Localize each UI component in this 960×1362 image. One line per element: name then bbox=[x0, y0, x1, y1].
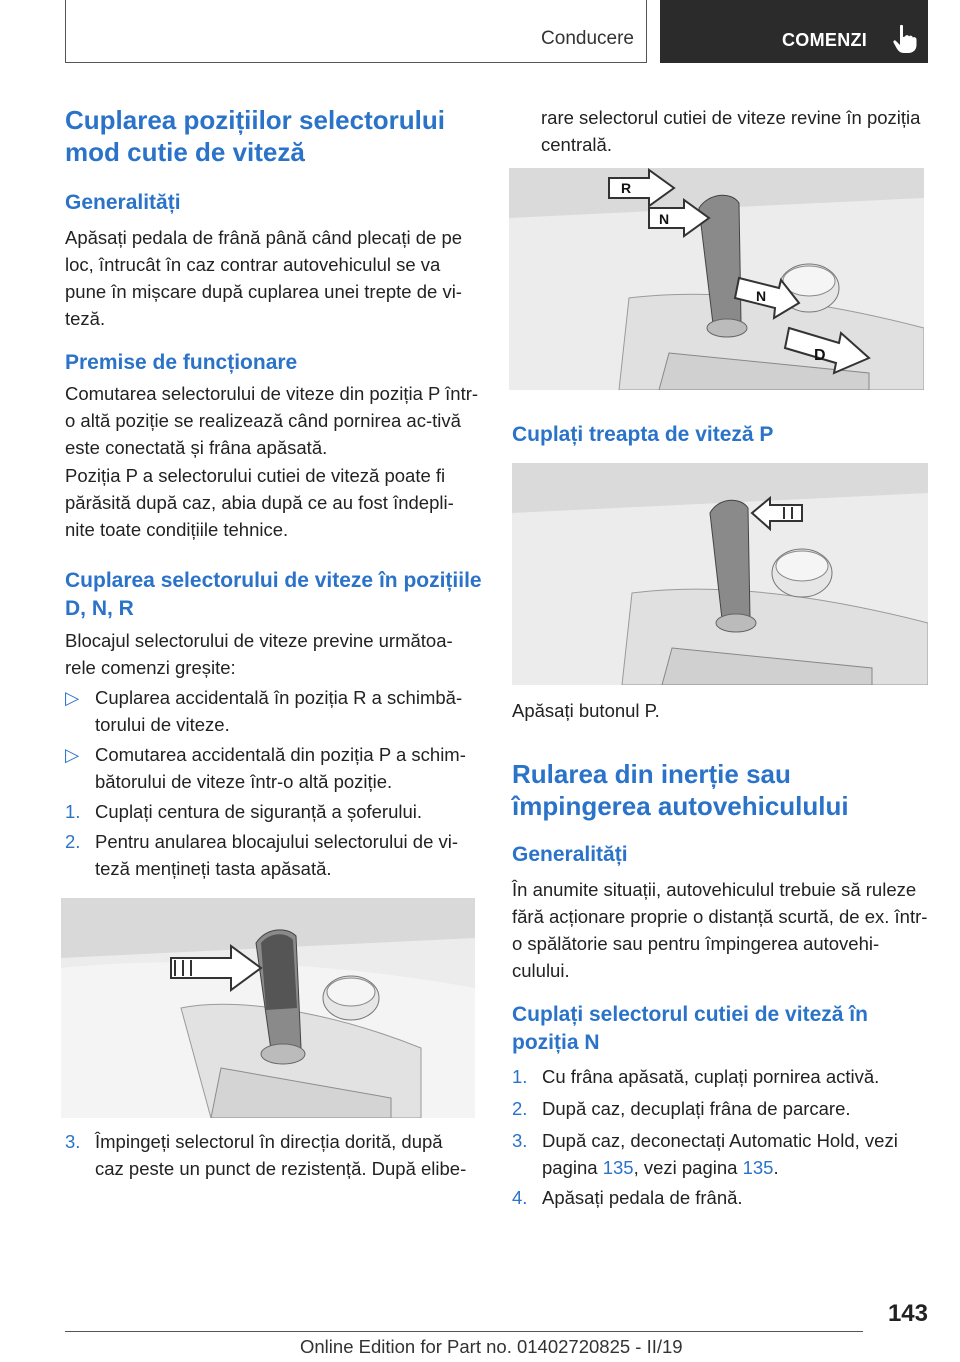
p-button-figure bbox=[512, 463, 928, 685]
hand-pointer-icon bbox=[892, 24, 918, 54]
gear-selector-directions-figure bbox=[509, 168, 924, 390]
step-number: 1. bbox=[512, 1066, 528, 1087]
direction-label-r: R bbox=[621, 180, 632, 196]
general-text: Apăsați pedala de frână până când plecați de pe loc, întrucât în caz contrar autovehiculul se va pune în mișcare după cuplarea unei trepte de vi-teză. bbox=[65, 227, 463, 329]
step-number: 2. bbox=[65, 831, 81, 852]
list-item-text: Comutarea accidentală din poziția P a schim-bătorului de viteze într-o altă poziție. bbox=[95, 744, 466, 792]
premise-text-2: Poziția P a selectorului cutiei de viteză poate fi părăsită după caz, abia după ce au fost îndepli-nite toate condițiile tehnice. bbox=[65, 465, 454, 540]
step-number: 2. bbox=[512, 1098, 528, 1119]
gear-selector-p-button-figure bbox=[61, 898, 475, 1118]
step-text-b: , vezi pagina bbox=[633, 1157, 743, 1178]
step-number: 1. bbox=[65, 801, 81, 822]
step-number: 4. bbox=[512, 1187, 528, 1208]
step-text-a: După caz, deconectați Automatic Hold, vezi pagina bbox=[542, 1130, 898, 1178]
step-number: 3. bbox=[65, 1131, 81, 1152]
step-text bbox=[542, 1127, 922, 1181]
cuplare-text: Blocajul selectorului de viteze previne următoa-rele comenzi greșite: bbox=[65, 630, 453, 678]
p-heading: Cuplați treapta de viteză P bbox=[512, 423, 774, 446]
step-text: Cuplați centura de siguranță a șoferului. bbox=[95, 801, 423, 822]
header-chapter-label: COMENZI bbox=[782, 30, 868, 50]
footer-divider bbox=[65, 1331, 863, 1332]
n-heading: Cuplați selectorul cutiei de viteză în poziția N bbox=[512, 1003, 868, 1054]
step-text: Pentru anularea blocajului selectorului de vi-teză mențineți tasta apăsată. bbox=[95, 831, 459, 879]
rular-general-heading: Generalități bbox=[512, 843, 628, 866]
step-text: Împingeți selectorul în direcția dorită, după caz peste un punct de rezistență. După elibe- bbox=[95, 1131, 467, 1179]
cuplare-heading: Cuplarea selectorului de viteze în pozițiile D, N, R bbox=[65, 569, 482, 620]
rular-general-text: În anumite situații, autovehiculul trebuie să ruleze fără acționare proprie o distanță scurtă, de ex. într-o spălătorie sau pentru împingerea autovehi-culului. bbox=[512, 879, 928, 981]
general-heading: Generalități bbox=[65, 191, 181, 214]
triangle-bullet-icon: ▷ bbox=[65, 687, 80, 708]
step-text-c: . bbox=[773, 1157, 779, 1178]
page-link[interactable]: 135 bbox=[742, 1157, 774, 1178]
direction-label-d: D bbox=[814, 347, 826, 364]
p-text: Apăsați butonul P. bbox=[512, 700, 660, 721]
step-text: Cu frâna apăsată, cuplați pornirea activă. bbox=[542, 1066, 880, 1087]
header-section-tab bbox=[65, 0, 647, 63]
footer-edition: Online Edition for Part no. 01402720825 - II/19 bbox=[300, 1336, 683, 1357]
rular-title: Rularea din inerție sau împingerea autovehiculului bbox=[512, 759, 849, 821]
direction-label-n-top: N bbox=[659, 211, 670, 227]
continued-text: rare selectorul cutiei de viteze revine în poziția centrală. bbox=[541, 107, 921, 155]
page-number: 143 bbox=[887, 1300, 928, 1327]
premise-text-1: Comutarea selectorului de viteze din poziția P într-o altă poziție se realizează când pornirea ac-tivă este conectată și frâna apăsată. bbox=[65, 383, 479, 458]
direction-label-n-bottom: N bbox=[756, 288, 767, 304]
step-number: 3. bbox=[512, 1130, 528, 1151]
premise-heading: Premise de funcționare bbox=[65, 351, 298, 374]
page-link[interactable]: 135 bbox=[602, 1157, 634, 1178]
step-text: După caz, decuplați frâna de parcare. bbox=[542, 1098, 851, 1119]
list-item-text: Cuplarea accidentală în poziția R a schimbă-torului de viteze. bbox=[95, 687, 463, 735]
triangle-bullet-icon: ▷ bbox=[65, 744, 80, 765]
step-text: Apăsați pedala de frână. bbox=[542, 1187, 743, 1208]
header-section-label: Conducere bbox=[541, 28, 634, 49]
section-title: Cuplarea pozițiilor selectorului mod cutie de viteză bbox=[65, 105, 445, 167]
header-chapter-tab bbox=[660, 0, 928, 63]
